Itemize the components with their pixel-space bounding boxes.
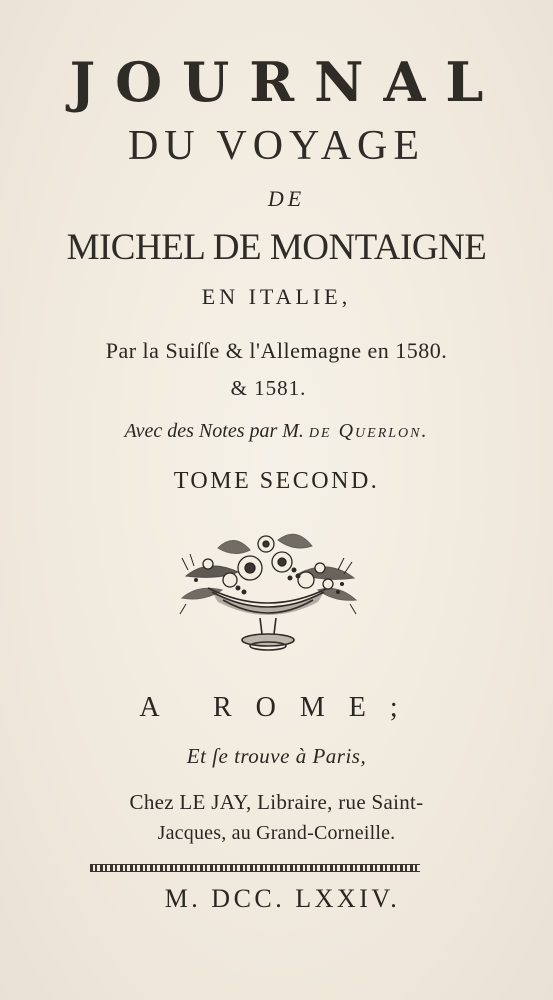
- book-subtitle: DU VOYAGE: [127, 123, 426, 169]
- notes-credit: [0, 420, 553, 443]
- destination: EN ITALIE,: [201, 284, 352, 309]
- notes-editor: de Querlon.: [308, 420, 429, 442]
- publisher-line-2: Jacques, au Grand-Corneille.: [157, 822, 396, 844]
- flower-basket-vignette-icon: [178, 518, 358, 658]
- publisher-line-1: Chez LE JAY, Libraire, rue Saint-: [129, 790, 424, 814]
- volume-label: TOME SECOND.: [173, 468, 380, 494]
- author-name: MICHEL DE MONTAIGNE: [66, 227, 487, 268]
- ornamental-rule: [90, 864, 420, 872]
- route-line-1: Par la Suiſſe & l'Allemagne en 1580.: [105, 338, 448, 363]
- notes-prefix: Avec des Notes par M.: [124, 420, 304, 442]
- imprint-paris-line: Et ſe trouve à Paris,: [186, 744, 367, 768]
- book-title: JOURNAL: [69, 50, 504, 114]
- imprint-city: A ROME;: [139, 692, 422, 723]
- publication-date: M. DCC. LXXIV.: [164, 884, 401, 913]
- title-connector: DE: [267, 186, 306, 211]
- route-line-2: & 1581.: [230, 376, 307, 400]
